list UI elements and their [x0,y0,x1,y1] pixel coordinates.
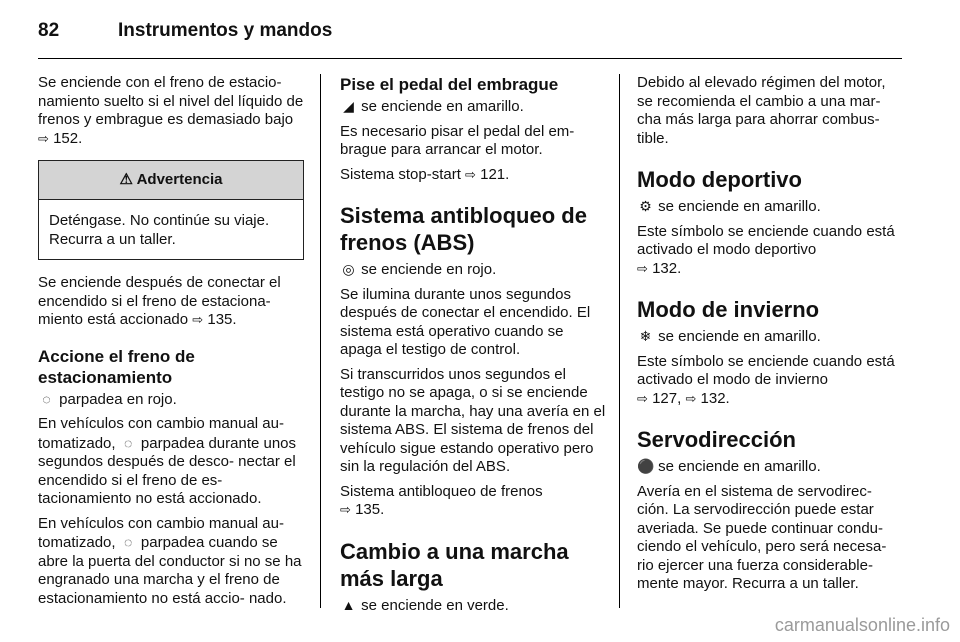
paragraph-text: Se enciende después de conectar el encendido si el freno de estaciona- miento está accionado [38,274,281,328]
paragraph [340,483,606,520]
warning-header [39,161,303,200]
paragraph-text: parpadea cuando se abre la puerta del conductor si no se ha engranado una marcha y el freno de estacionamiento no está accio- nado. [38,534,302,607]
warning-triangle-icon: ⚠ [119,171,133,188]
watermark: carmanualsonline.info [774,615,950,635]
paragraph-text: Se enciende con el freno de estacio- namiento suelto si el nivel del líquido de frenos y embrague es demasiado bajo [38,74,304,128]
page-reference[interactable]: 121. [480,165,510,183]
header-rule [38,58,902,59]
paragraph [38,74,304,148]
page-reference[interactable]: 135. [355,501,385,518]
paragraph: Debido al elevado régimen del motor, se recomienda el cambio a una mar- cha más larga para ahorrar combus- tible. [637,74,886,147]
section-heading: Cambio a una marcha más larga [340,538,569,591]
paragraph-text: se enciende en amarillo. [361,98,524,115]
paragraph [637,457,903,477]
page-ref-arrow-icon: ⇨ [38,130,49,146]
paragraph [340,166,606,185]
section-heading: Pise el pedal del embrague [340,75,559,94]
warning-box [38,160,304,260]
section-heading: Modo deportivo [637,167,802,192]
paragraph [637,223,903,279]
paragraph [637,197,903,217]
section-heading: Accione el freno de estacionamiento [38,346,195,387]
paragraph-text: En vehículos con cambio manual au- tomatizado, [38,415,284,452]
paragraph-text: Sistema antibloqueo de frenos [340,482,543,500]
page-reference[interactable]: 132. [652,259,682,277]
page-reference[interactable]: 132. [700,389,730,407]
paragraph [637,327,903,347]
page-ref-arrow-icon: ⇨ [685,390,697,406]
paragraph [38,274,304,330]
paragraph-text: se enciende en amarillo. [658,198,821,215]
power-steering-icon: ⚫ [637,458,655,474]
page-number: 82 [38,20,60,41]
paragraph-text: parpadea en rojo. [59,390,177,408]
upshift-icon: ▲ [341,596,356,613]
clutch-pedal-icon: ◢ [343,98,354,114]
paragraph-text: En vehículos con cambio manual au- tomatizado, [38,514,284,551]
page-ref-arrow-icon: ⇨ [465,166,476,182]
column-divider-2 [619,74,620,608]
paragraph-text: se enciende en rojo. [361,261,497,278]
paragraph-text: se enciende en verde. [361,596,509,614]
sport-mode-icon: ⚙ [639,198,652,214]
column-3 [637,74,903,600]
page-ref-arrow-icon: ⇨ [637,260,648,276]
warning-title: Advertencia [136,171,223,188]
snowflake-icon: ❄ [639,328,652,344]
paragraph [340,260,606,280]
paragraph [637,353,903,409]
abs-icon: ◎ [342,261,355,277]
paragraph-text: Este símbolo se enciende cuando está activado el modo de invierno [637,352,895,388]
page-reference[interactable]: 127, [652,389,682,407]
paragraph: Si transcurridos unos segundos el testigo no se apaga, o si se enciende durante la marcha, hay una avería en el sistema ABS. El sistema de frenos del vehículo sigue estando operativo pero sin la regulación del ABS. [340,365,606,475]
paragraph-text: Sistema stop-start [340,165,461,183]
page-reference[interactable]: 152. [53,129,83,147]
paragraph-text: se enciende en amarillo. [658,458,821,475]
parking-brake-icon: ◌ [124,434,133,451]
page-header-title: Instrumentos y mandos [118,20,333,41]
column-1 [38,74,304,614]
paragraph [340,596,606,616]
page-reference[interactable]: 135. [207,311,237,328]
paragraph-text: parpadea durante unos segundos después de desco- nectar el encendido si el freno de es- tacionamiento no está accionado. [38,434,297,507]
paragraph: Es necesario pisar el pedal del em- brague para arrancar el motor. [340,122,575,158]
parking-brake-icon: ◌ [124,534,133,550]
paragraph [38,515,304,609]
section-heading: Sistema antibloqueo de frenos (ABS) [340,203,587,255]
page-ref-arrow-icon: ⇨ [637,390,648,406]
paragraph-text: Este símbolo se enciende cuando está activado el modo deportivo [637,222,895,258]
section-heading: Servodirección [637,427,796,452]
section-heading: Modo de invierno [637,297,820,322]
column-divider-1 [320,74,321,608]
paragraph [38,415,304,509]
parking-brake-icon: ◌ [42,390,51,407]
paragraph: Se ilumina durante unos segundos después de conectar el encendido. El sistema está operativo cuando se apaga el testigo de control. [340,285,591,358]
warning-text: Deténgase. No continúe su viaje. Recurra a un taller. [49,212,270,248]
page-ref-arrow-icon: ⇨ [192,312,204,327]
page-ref-arrow-icon: ⇨ [340,502,351,517]
column-2 [340,74,606,621]
paragraph-text: se enciende en amarillo. [658,328,821,345]
paragraph: Avería en el sistema de servodirec- ción. La servodirección puede estar averiada. Se puede continuar condu- ciendo el vehículo, pero será necesa- rio ejercer una fuerza considerable- mente mayor. Recurra a un taller. [637,482,887,592]
paragraph [38,390,304,410]
paragraph [340,97,606,117]
